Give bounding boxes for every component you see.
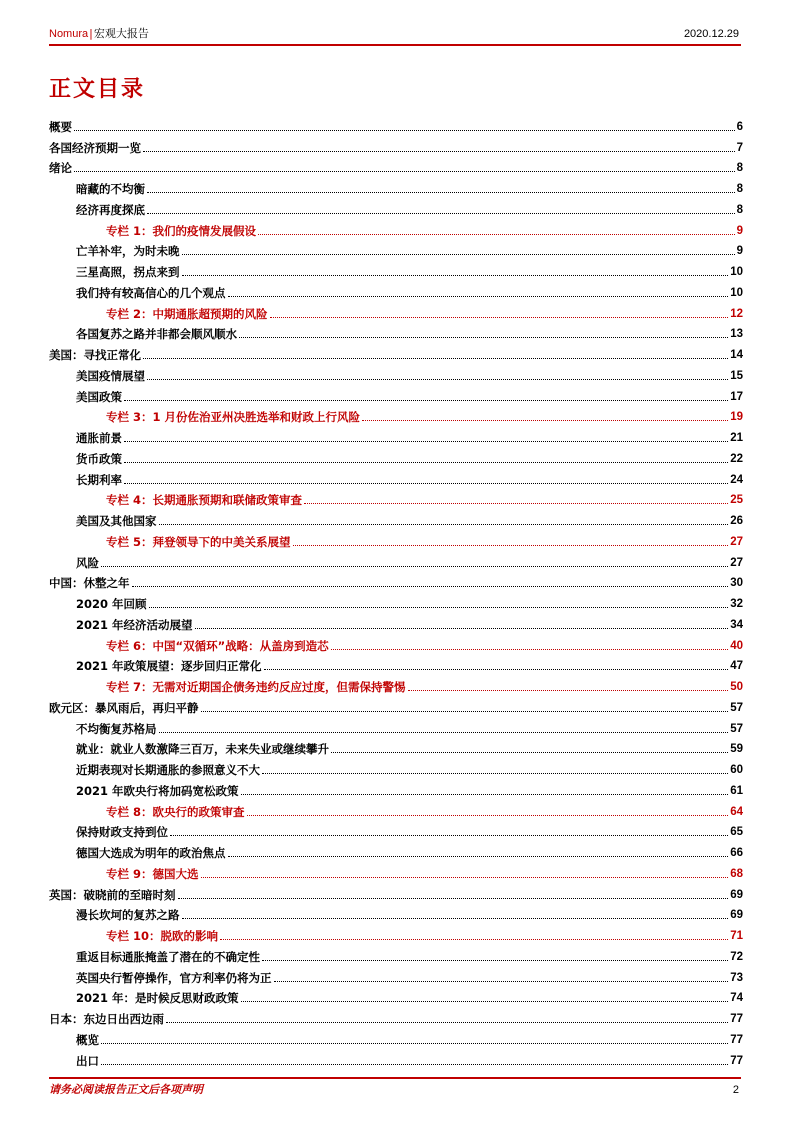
toc-entry-title: 2021 年欧央行将加码宽松政策 bbox=[76, 783, 239, 798]
toc-entry-subsection[interactable] bbox=[49, 964, 743, 985]
toc-entry-title: 长期利率 bbox=[76, 472, 122, 487]
toc-dot-leader bbox=[101, 1064, 728, 1065]
toc-entry-title: 保持财政支持到位 bbox=[76, 825, 168, 840]
toc-entry-page: 72 bbox=[730, 950, 743, 963]
toc-entry-page: 69 bbox=[730, 888, 743, 901]
toc-entry-page: 9 bbox=[736, 224, 743, 237]
toc-entry-title: 英国央行暂停操作，官方利率仍将为正 bbox=[76, 970, 272, 985]
toc-dot-leader bbox=[143, 358, 728, 359]
toc-entry-box[interactable] bbox=[49, 217, 743, 238]
toc-entry-title: 我们持有较高信心的几个观点 bbox=[76, 285, 226, 300]
toc-dot-leader bbox=[124, 462, 728, 463]
page-number: 2 bbox=[732, 1084, 739, 1096]
toc-dot-leader bbox=[159, 732, 729, 733]
toc-entry-page: 59 bbox=[730, 743, 743, 756]
toc-entry-title: 各国复苏之路并非都会顺风顺水 bbox=[76, 327, 237, 342]
toc-entry-page: 73 bbox=[730, 971, 743, 984]
toc-entry-page: 27 bbox=[730, 556, 743, 569]
toc-entry-page: 66 bbox=[730, 847, 743, 859]
toc-entry-title: 漫长坎坷的复苏之路 bbox=[76, 908, 180, 923]
toc-entry-title: 专栏 3：1 月份佐治亚州决胜选举和财政上行风险 bbox=[106, 410, 361, 425]
toc-entry-page: 21 bbox=[730, 432, 743, 444]
toc-entry-title: 风险 bbox=[76, 555, 99, 570]
toc-dot-leader bbox=[147, 192, 735, 193]
toc-dot-leader bbox=[101, 566, 728, 567]
toc-dot-leader bbox=[147, 379, 728, 380]
toc-entry-title: 通胀前景 bbox=[76, 431, 122, 445]
toc-dot-leader bbox=[293, 545, 729, 546]
table-of-contents bbox=[49, 113, 743, 1068]
toc-entry-title: 专栏 10：脱欧的影响 bbox=[106, 929, 219, 943]
toc-entry-subsection[interactable] bbox=[49, 590, 743, 611]
toc-entry-page: 26 bbox=[730, 515, 743, 527]
toc-entry-box[interactable] bbox=[49, 404, 743, 425]
toc-dot-leader bbox=[262, 960, 728, 961]
toc-entry-page: 8 bbox=[736, 203, 743, 216]
toc-dot-leader bbox=[241, 794, 729, 795]
brand bbox=[49, 27, 149, 41]
toc-entry-page: 8 bbox=[736, 183, 743, 195]
toc-entry-subsection[interactable] bbox=[49, 756, 743, 777]
toc-entry-page: 8 bbox=[736, 162, 743, 175]
toc-entry-subsection[interactable] bbox=[49, 196, 743, 217]
toc-dot-leader bbox=[201, 711, 729, 712]
toc-entry-page: 68 bbox=[730, 867, 743, 880]
toc-entry-box[interactable] bbox=[49, 798, 743, 819]
toc-entry-page: 74 bbox=[730, 992, 743, 1005]
toc-entry-title: 专栏 6：中国“双循环”战略：从盖房到造芯 bbox=[106, 638, 329, 653]
toc-dot-leader bbox=[124, 483, 728, 484]
toc-entry-page: 77 bbox=[730, 1054, 743, 1067]
toc-dot-leader bbox=[182, 254, 735, 255]
toc-entry-subsection[interactable] bbox=[49, 383, 743, 404]
toc-dot-leader bbox=[143, 151, 735, 152]
toc-entry-title: 德国大选成为明年的政治焦点 bbox=[76, 846, 226, 860]
toc-dot-leader bbox=[262, 773, 728, 774]
toc-entry-page: 71 bbox=[730, 930, 743, 942]
toc-entry-subsection[interactable] bbox=[49, 507, 743, 528]
toc-entry-title: 2021 年经济活动展望 bbox=[76, 617, 193, 632]
toc-entry-page: 13 bbox=[730, 328, 743, 341]
toc-entry-title: 就业：就业人数激降三百万，未来失业或继续攀升 bbox=[76, 742, 329, 757]
toc-entry-subsection[interactable] bbox=[49, 424, 743, 445]
toc-dot-leader bbox=[362, 420, 728, 421]
toc-dot-leader bbox=[166, 1022, 728, 1023]
page-header bbox=[49, 24, 741, 46]
toc-dot-leader bbox=[228, 856, 729, 857]
toc-entry-title: 绪论 bbox=[49, 161, 72, 176]
page-footer bbox=[49, 1077, 741, 1099]
toc-entry-box[interactable] bbox=[49, 860, 743, 881]
toc-entry-title: 美国：寻找正常化 bbox=[49, 348, 141, 362]
toc-dot-leader bbox=[159, 524, 729, 525]
toc-entry-title: 美国疫情展望 bbox=[76, 368, 145, 383]
toc-entry-section[interactable] bbox=[49, 694, 743, 715]
toc-entry-subsection[interactable] bbox=[49, 238, 743, 259]
toc-dot-leader bbox=[239, 337, 728, 338]
toc-entry-page: 40 bbox=[730, 639, 743, 652]
toc-entry-title: 2021 年政策展望：逐步回归正常化 bbox=[76, 659, 262, 674]
toc-dot-leader bbox=[182, 918, 729, 919]
toc-entry-page: 24 bbox=[730, 473, 743, 486]
toc-entry-title: 专栏 1：我们的疫情发展假设 bbox=[106, 223, 257, 238]
toc-entry-title: 中国：休整之年 bbox=[49, 576, 130, 591]
toc-entry-page: 77 bbox=[730, 1013, 743, 1025]
toc-entry-title: 专栏 2：中期通胀超预期的风险 bbox=[106, 306, 268, 321]
toc-entry-subsection[interactable] bbox=[49, 549, 743, 570]
toc-entry-page: 57 bbox=[730, 701, 743, 714]
toc-entry-page: 22 bbox=[730, 452, 743, 465]
toc-entry-subsection[interactable] bbox=[49, 611, 743, 632]
toc-dot-leader bbox=[408, 690, 729, 691]
toc-entry-title: 英国：破晓前的至暗时刻 bbox=[49, 887, 176, 902]
toc-entry-subsection[interactable] bbox=[49, 985, 743, 1006]
toc-entry-page: 61 bbox=[730, 784, 743, 797]
toc-entry-page: 9 bbox=[736, 245, 743, 258]
toc-entry-page: 64 bbox=[730, 805, 743, 818]
toc-dot-leader bbox=[228, 296, 729, 297]
toc-entry-box[interactable] bbox=[49, 632, 743, 653]
toc-entry-page: 15 bbox=[730, 369, 743, 382]
toc-entry-title: 美国及其他国家 bbox=[76, 514, 157, 528]
brand-separator: | bbox=[89, 27, 93, 40]
toc-dot-leader bbox=[74, 171, 735, 172]
toc-entry-title: 2021 年：是时候反思财政政策 bbox=[76, 991, 239, 1006]
toc-entry-section[interactable] bbox=[49, 1005, 743, 1026]
toc-dot-leader bbox=[147, 213, 735, 214]
toc-entry-subsection[interactable] bbox=[49, 1026, 743, 1047]
toc-entry-subsection[interactable] bbox=[49, 466, 743, 487]
toc-entry-title: 出口 bbox=[76, 1053, 99, 1068]
toc-entry-subsection[interactable] bbox=[49, 715, 743, 736]
toc-dot-leader bbox=[270, 317, 729, 318]
toc-entry-title: 亡羊补牢，为时未晚 bbox=[76, 244, 180, 259]
toc-entry-page: 34 bbox=[730, 618, 743, 631]
toc-entry-box[interactable] bbox=[49, 528, 743, 549]
toc-entry-title: 各国经济预期一览 bbox=[49, 140, 141, 155]
toc-dot-leader bbox=[258, 234, 735, 235]
toc-entry-title: 三星高照，拐点来到 bbox=[76, 265, 180, 279]
toc-entry-section[interactable] bbox=[49, 155, 743, 176]
toc-entry-title: 2020 年回顾 bbox=[76, 597, 147, 611]
toc-entry-subsection[interactable] bbox=[49, 175, 743, 196]
toc-entry-page: 32 bbox=[730, 598, 743, 610]
toc-entry-subsection[interactable] bbox=[49, 321, 743, 342]
toc-dot-leader bbox=[274, 981, 729, 982]
toc-entry-title: 货币政策 bbox=[76, 451, 122, 466]
toc-entry-page: 27 bbox=[730, 535, 743, 548]
toc-entry-title: 专栏 9：德国大选 bbox=[106, 866, 199, 881]
toc-entry-section[interactable] bbox=[49, 134, 743, 155]
toc-dot-leader bbox=[247, 815, 729, 816]
toc-entry-title: 专栏 7：无需对近期国企债务违约反应过度，但需保持警惕 bbox=[106, 680, 406, 694]
toc-entry-box[interactable] bbox=[49, 673, 743, 694]
toc-entry-subsection[interactable] bbox=[49, 839, 743, 860]
toc-entry-subsection[interactable] bbox=[49, 943, 743, 964]
toc-entry-page: 60 bbox=[730, 764, 743, 776]
toc-dot-leader bbox=[101, 1043, 728, 1044]
page-title: 正文目录 bbox=[49, 76, 146, 102]
toc-dot-leader bbox=[170, 835, 728, 836]
toc-entry-subsection[interactable] bbox=[49, 258, 743, 279]
toc-entry-box[interactable] bbox=[49, 300, 743, 321]
toc-entry-title: 概览 bbox=[76, 1032, 99, 1047]
toc-entry-subsection[interactable] bbox=[49, 819, 743, 840]
toc-entry-page: 6 bbox=[736, 120, 743, 133]
toc-entry-page: 10 bbox=[730, 266, 743, 278]
toc-entry-page: 25 bbox=[730, 494, 743, 507]
toc-entry-page: 47 bbox=[730, 660, 743, 673]
toc-dot-leader bbox=[201, 877, 729, 878]
report-series: 宏观大报告 bbox=[93, 27, 149, 40]
toc-entry-subsection[interactable] bbox=[49, 445, 743, 466]
toc-entry-title: 暗藏的不均衡 bbox=[76, 182, 145, 196]
toc-entry-page: 57 bbox=[730, 722, 743, 735]
toc-dot-leader bbox=[182, 275, 729, 276]
toc-entry-title: 专栏 8：欧央行的政策审查 bbox=[106, 804, 245, 819]
toc-entry-box[interactable] bbox=[49, 487, 743, 508]
toc-entry-subsection[interactable] bbox=[49, 362, 743, 383]
toc-entry-page: 30 bbox=[730, 577, 743, 590]
toc-dot-leader bbox=[331, 752, 728, 753]
toc-entry-page: 12 bbox=[730, 307, 743, 320]
toc-entry-section[interactable] bbox=[49, 113, 743, 134]
toc-entry-subsection[interactable] bbox=[49, 902, 743, 923]
toc-dot-leader bbox=[132, 586, 729, 587]
toc-entry-title: 日本：东边日出西边雨 bbox=[49, 1012, 164, 1026]
toc-dot-leader bbox=[241, 1001, 729, 1002]
toc-entry-title: 概要 bbox=[49, 119, 72, 134]
toc-dot-leader bbox=[124, 400, 728, 401]
toc-dot-leader bbox=[304, 503, 728, 504]
toc-entry-page: 50 bbox=[730, 681, 743, 693]
toc-entry-box[interactable] bbox=[49, 922, 743, 943]
toc-entry-subsection[interactable] bbox=[49, 653, 743, 674]
toc-entry-page: 19 bbox=[730, 411, 743, 424]
toc-entry-title: 专栏 5：拜登领导下的中美关系展望 bbox=[106, 534, 291, 549]
toc-dot-leader bbox=[331, 649, 729, 650]
toc-dot-leader bbox=[74, 130, 735, 131]
toc-dot-leader bbox=[220, 939, 728, 940]
toc-entry-subsection[interactable] bbox=[49, 1047, 743, 1068]
toc-entry-title: 专栏 4：长期通胀预期和联储政策审查 bbox=[106, 493, 303, 508]
brand-name: Nomura bbox=[49, 28, 89, 40]
toc-entry-subsection[interactable] bbox=[49, 279, 743, 300]
toc-dot-leader bbox=[195, 628, 729, 629]
toc-dot-leader bbox=[149, 607, 729, 608]
toc-entry-title: 欧元区：暴风雨后，再归平静 bbox=[49, 700, 199, 715]
toc-dot-leader bbox=[178, 898, 729, 899]
toc-entry-page: 14 bbox=[730, 349, 743, 361]
toc-entry-page: 17 bbox=[730, 390, 743, 403]
disclaimer-note: 请务必阅读报告正文后各项声明 bbox=[49, 1083, 203, 1096]
toc-entry-page: 7 bbox=[736, 141, 743, 154]
toc-entry-page: 69 bbox=[730, 909, 743, 922]
toc-entry-title: 重返目标通胀掩盖了潜在的不确定性 bbox=[76, 949, 260, 964]
toc-entry-subsection[interactable] bbox=[49, 736, 743, 757]
toc-entry-subsection[interactable] bbox=[49, 777, 743, 798]
toc-entry-page: 77 bbox=[730, 1033, 743, 1046]
toc-entry-title: 美国政策 bbox=[76, 389, 122, 404]
toc-entry-section[interactable] bbox=[49, 570, 743, 591]
toc-entry-title: 不均衡复苏格局 bbox=[76, 721, 157, 736]
toc-entry-page: 65 bbox=[730, 826, 743, 839]
toc-entry-section[interactable] bbox=[49, 881, 743, 902]
toc-entry-title: 经济再度探底 bbox=[76, 202, 145, 217]
toc-dot-leader bbox=[124, 441, 728, 442]
toc-entry-section[interactable] bbox=[49, 341, 743, 362]
toc-entry-title: 近期表现对长期通胀的参照意义不大 bbox=[76, 763, 260, 777]
report-date: 2020.12.29 bbox=[683, 28, 739, 40]
toc-entry-page: 10 bbox=[730, 286, 743, 299]
toc-dot-leader bbox=[264, 669, 729, 670]
